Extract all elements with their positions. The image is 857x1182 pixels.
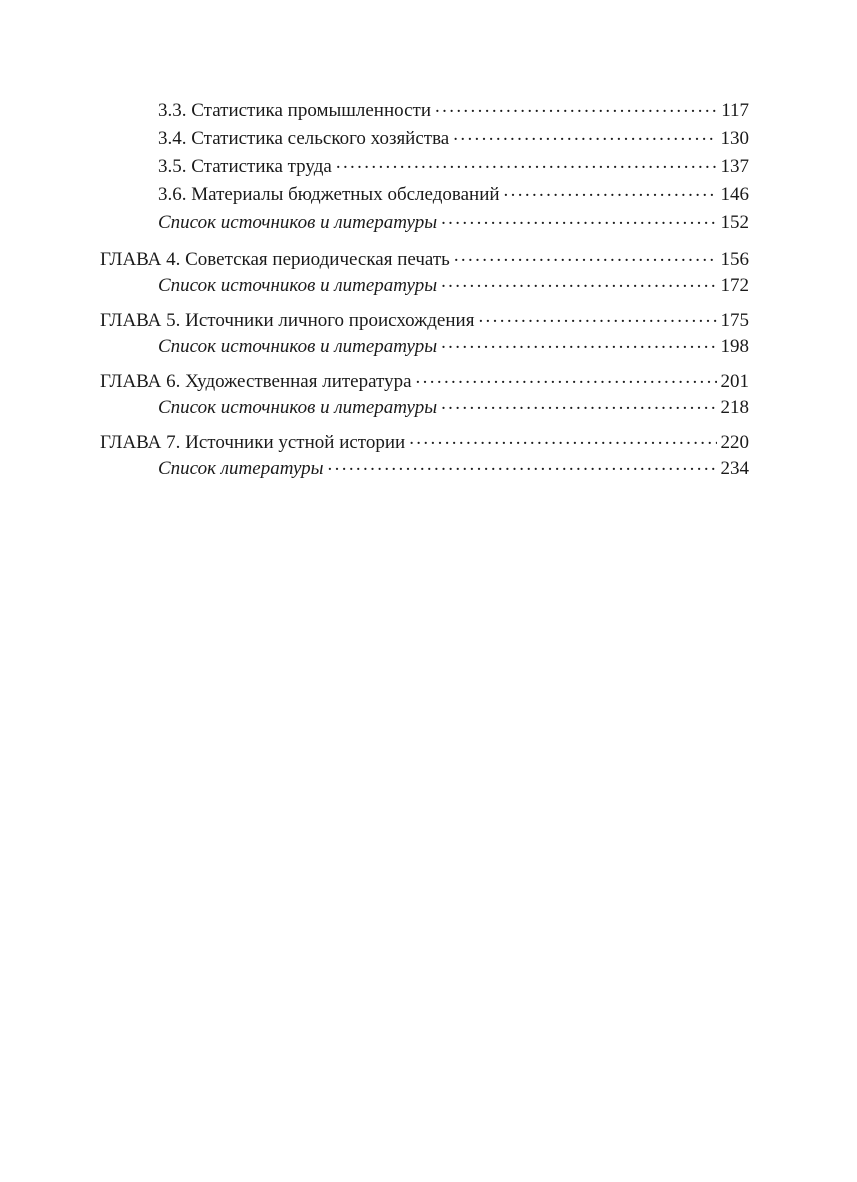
toc-entry-page: 198 [720,336,749,357]
toc-entry-page: 152 [720,212,749,233]
toc-group-chapter-4 [100,246,749,298]
dot-leader [441,394,716,413]
toc-entry-page: 146 [720,184,749,205]
toc-entry-3-3[interactable] [100,97,749,125]
dot-leader [409,429,716,448]
toc-entry-label: Список источников и литературы [158,212,438,233]
dot-leader [336,153,717,172]
toc-entry-label: ГЛАВА 5. Источники личного происхождения [100,310,475,331]
toc-entry-chapter-4[interactable] [100,246,749,272]
toc-entry-label: 3.4. Статистика сельского хозяйства [158,128,450,149]
toc-group-chapter-7 [100,429,749,481]
dot-leader [435,97,717,116]
dot-leader [328,455,717,474]
dot-leader [441,272,716,291]
toc-entry-3-5[interactable] [100,153,749,181]
toc-entry-label: ГЛАВА 6. Художественная литература [100,371,412,392]
toc-entry-label: Список источников и литературы [158,336,438,357]
toc-entry-page: 117 [721,100,749,121]
toc-entry-page: 175 [720,310,749,331]
dot-leader [441,333,716,352]
toc-entry-3-4[interactable] [100,125,749,153]
toc-entry-3-6[interactable] [100,181,749,209]
toc-entry-label: 3.6. Материалы бюджетных обследований [158,184,500,205]
toc-entry-page: 130 [720,128,749,149]
toc-entry-label: ГЛАВА 4. Советская периодическая печать [100,249,450,270]
dot-leader [416,368,717,387]
dot-leader [478,307,716,326]
toc-group-chapter-6 [100,368,749,420]
toc-entry-chapter-6[interactable] [100,368,749,394]
toc-entry-chapter-6-sources[interactable] [100,394,749,420]
toc-entry-page: 201 [720,371,749,392]
toc-group-chapter-3 [100,97,749,237]
toc-entry-chapter-3-sources[interactable] [100,209,749,237]
toc-entry-page: 137 [720,156,749,177]
toc-entry-chapter-7[interactable] [100,429,749,455]
toc-entry-page: 172 [720,275,749,296]
toc-entry-label: ГЛАВА 7. Источники устной истории [100,432,406,453]
toc-entry-label: 3.5. Статистика труда [158,156,332,177]
toc-group-chapter-5 [100,307,749,359]
toc-entry-chapter-5[interactable] [100,307,749,333]
dot-leader [453,125,716,144]
dot-leader [504,181,717,200]
table-of-contents [100,97,749,481]
toc-entry-page: 218 [720,397,749,418]
toc-entry-page: 220 [720,432,749,453]
dot-leader [454,246,717,265]
toc-entry-label: 3.3. Статистика промышленности [158,100,432,121]
toc-entry-chapter-7-literature[interactable] [100,455,749,481]
dot-leader [441,209,716,228]
toc-entry-label: Список источников и литературы [158,397,438,418]
toc-entry-label: Список литературы [158,458,324,479]
toc-entry-page: 234 [720,458,749,479]
toc-entry-label: Список источников и литературы [158,275,438,296]
toc-entry-chapter-4-sources[interactable] [100,272,749,298]
toc-entry-chapter-5-sources[interactable] [100,333,749,359]
toc-entry-page: 156 [720,249,749,270]
